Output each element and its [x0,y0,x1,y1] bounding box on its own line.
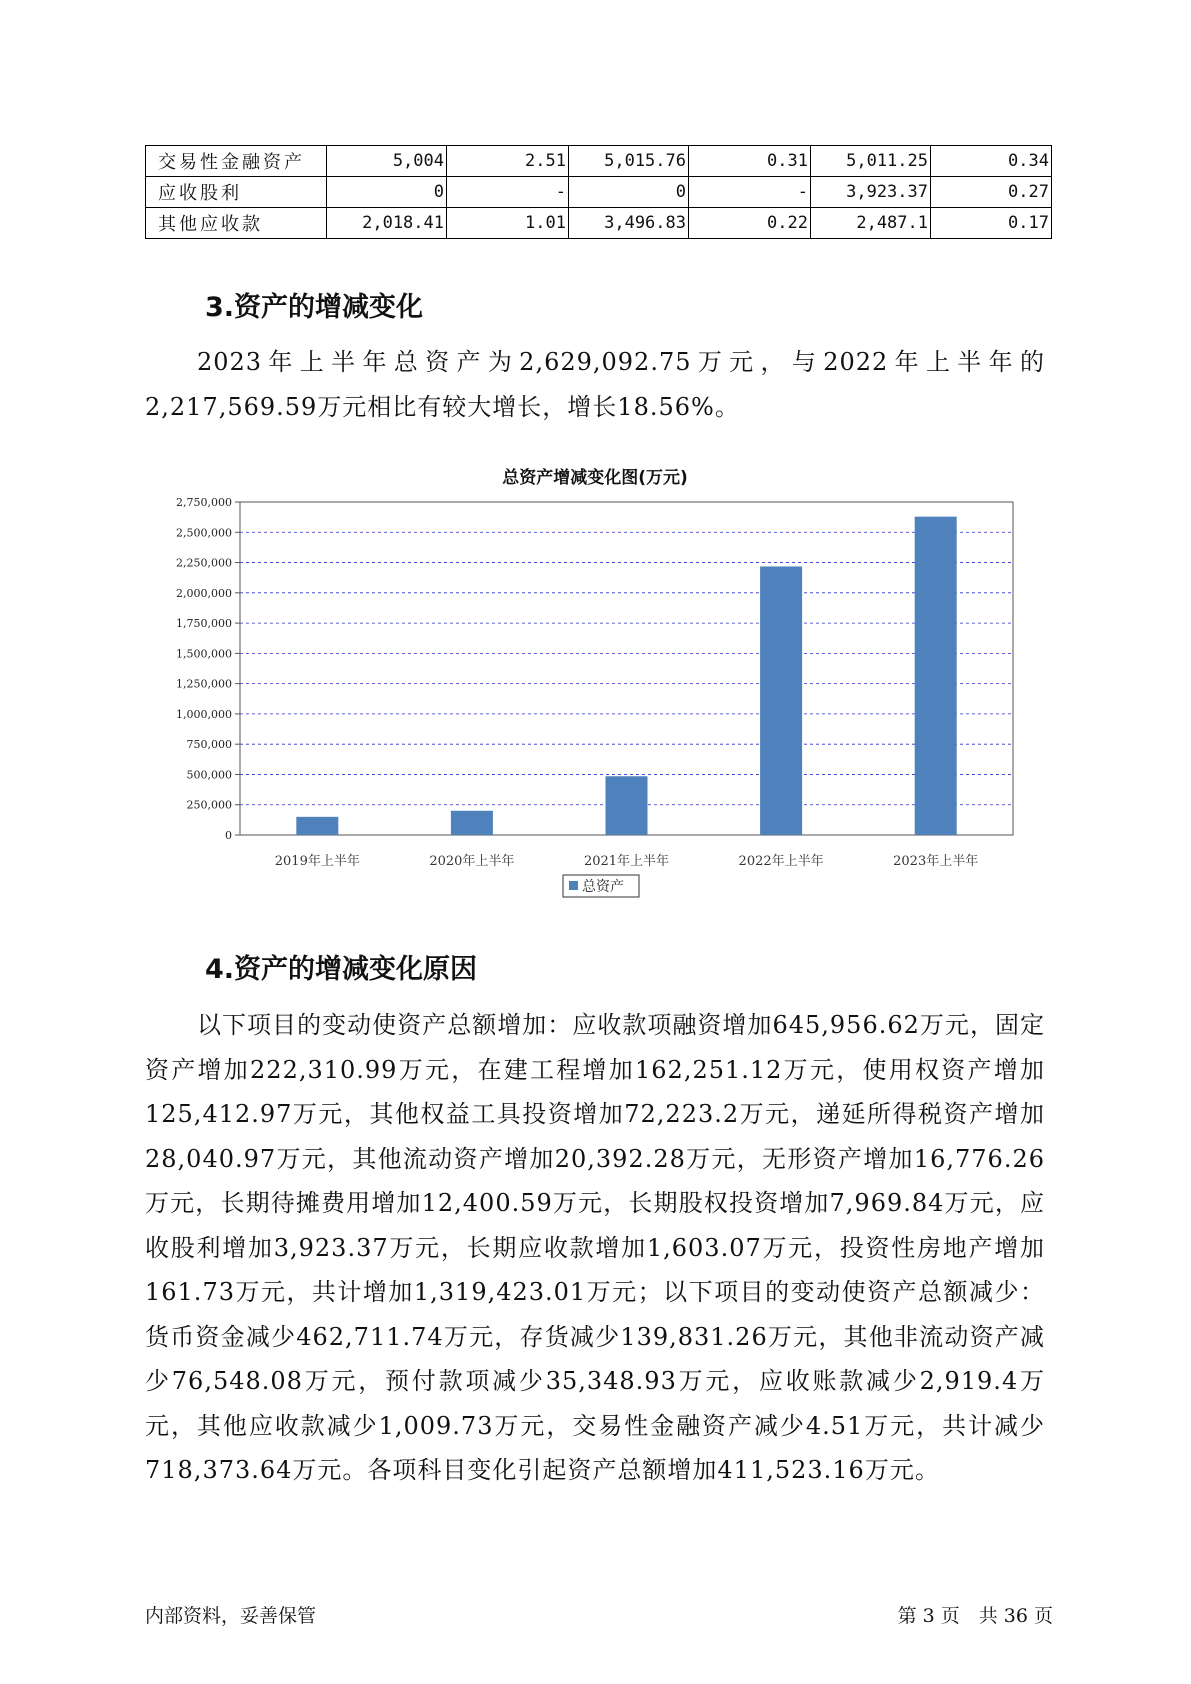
table-cell: 0 [569,177,689,208]
chart-title: 总资产增减变化图(万元) [502,468,688,488]
bar [296,817,338,835]
x-tick-label: 2022年上半年 [738,854,824,869]
x-tick-label: 2019年上半年 [274,854,360,869]
section-paragraph: 以下项目的变动使资产总额增加：应收款项融资增加645,956.62万元，固定资产增加222,310.99万元，在建工程增加162,251.12万元，使用权资产增加125,412.97万元，其他权益工具投资增加72,223.2万元，递延所得税资产增加28,040.97万元，其他流动资产增加20,392.28万元，无形资产增加16,776.26万元，长期待摊费用增加12,400.59万元，长期股权投资增加7,969.84万元，应收股利增加3,923.37万元，长期应收款增加1,603.07万元，投资性房地产增加161.73万元，共计增加1,319,423.01万元；以下项目的变动使资产总额减少：货币资金减少462,711.74万元，存货减少139,831.26万元，其他非流动资产减少76,548.08万元，预付款项减少35,348.93万元，应收账款减少2,919.4万元，其他应收款减少1,009.73万元，交易性金融资产减少4.51万元，共计减少718,373.64万元。各项科目变化引起资产总额增加411,523.16万元。 [145,1011,1045,1484]
table-cell: - [447,177,569,208]
table-cell: 5,011.25 [811,146,931,177]
table-cell: 0.17 [931,208,1052,239]
page-number: 第 3 页 共 36 页 [897,1605,1053,1627]
bar-chart [160,490,1030,910]
bar [760,566,802,835]
legend-swatch [569,881,578,890]
y-tick-label: 1,750,000 [176,617,232,631]
y-tick-label: 1,500,000 [176,647,232,661]
table-cell: 0.31 [689,146,811,177]
table-cell: - [689,177,811,208]
table-cell: 0.22 [689,208,811,239]
section-heading: 4.资产的增减变化原因 [205,954,478,985]
y-tick-label: 0 [225,829,232,842]
legend-label: 总资产 [582,879,624,895]
y-tick-label: 2,000,000 [176,586,232,600]
y-tick-label: 500,000 [186,768,232,782]
x-tick-label: 2023年上半年 [893,854,979,869]
table-cell: 1.01 [447,208,569,239]
table-cell: 2.51 [447,146,569,177]
bar [606,776,648,835]
x-tick-label: 2020年上半年 [429,854,515,869]
row-label: 应收股利 [146,177,327,208]
table-cell: 2,018.41 [327,208,447,239]
table-row [146,208,1052,239]
section-paragraph: 2023年上半年总资产为2,629,092.75万元，与2022年上半年的2,217,569.59万元相比有较大增长，增长18.56%。 [145,348,1045,421]
table-cell: 3,923.37 [811,177,931,208]
table-cell: 3,496.83 [569,208,689,239]
table-cell: 5,004 [327,146,447,177]
table-cell: 2,487.1 [811,208,931,239]
financial-table [145,145,1052,239]
x-tick-label: 2021年上半年 [583,854,670,869]
y-tick-label: 1,250,000 [176,677,232,691]
row-label: 交易性金融资产 [146,146,327,177]
y-tick-label: 2,750,000 [176,496,232,509]
table-row [146,177,1052,208]
bar [915,517,957,835]
y-tick-label: 1,000,000 [176,707,232,721]
y-tick-label: 250,000 [186,798,232,812]
table-row [146,146,1052,177]
y-tick-label: 750,000 [186,738,232,752]
footer-note: 内部资料，妥善保管 [145,1605,317,1627]
table-cell: 0 [327,177,447,208]
row-label: 其他应收款 [146,208,327,239]
table-cell: 0.34 [931,146,1052,177]
table-cell: 5,015.76 [569,146,689,177]
y-tick-label: 2,250,000 [176,556,232,570]
bar [451,811,493,835]
table-cell: 0.27 [931,177,1052,208]
section-heading: 3.资产的增减变化 [205,292,424,323]
y-tick-label: 2,500,000 [176,526,232,540]
